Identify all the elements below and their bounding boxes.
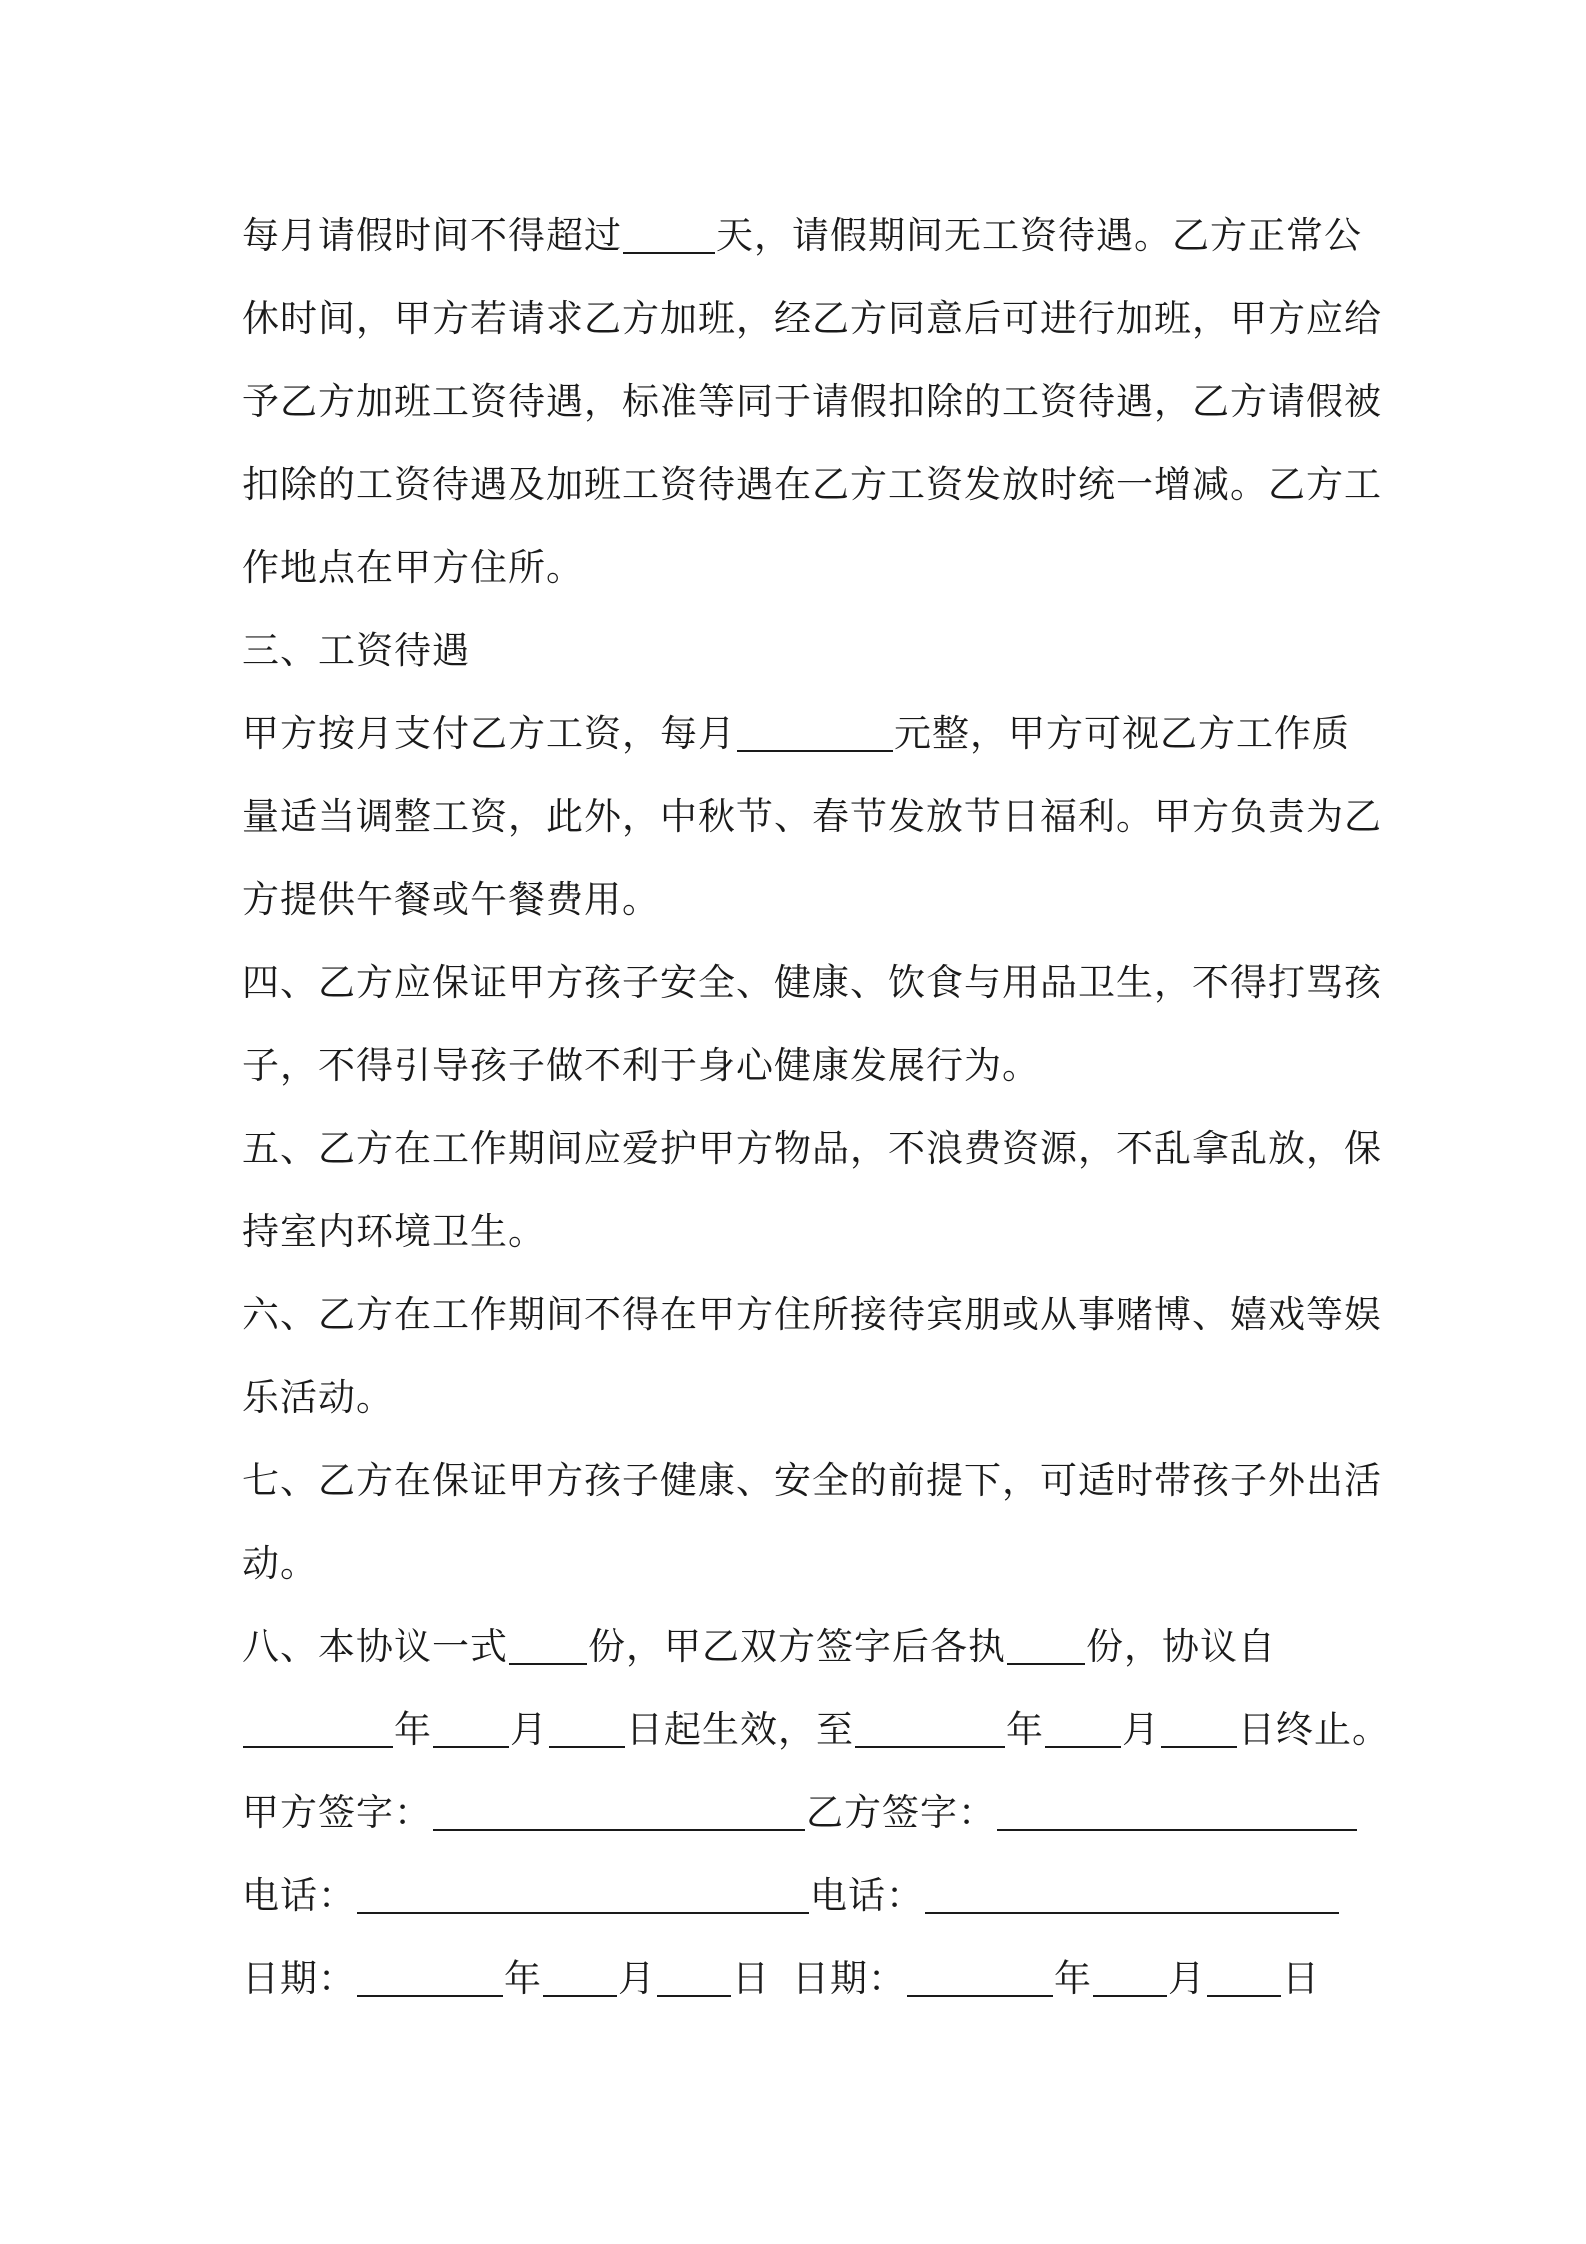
text: 每月请假时间不得超过	[242, 214, 622, 257]
text: 年	[1054, 1957, 1092, 2000]
phone-line	[242, 1854, 1362, 1937]
leave-clause-line-5: 作地点在甲方住所。	[242, 546, 584, 589]
start-year-blank[interactable]	[243, 1712, 393, 1748]
end-day-blank[interactable]	[1161, 1712, 1237, 1748]
end-month-blank[interactable]	[1045, 1712, 1121, 1748]
clause-6-line-1: 六、乙方在工作期间不得在甲方住所接待宾朋或从事赌博、嬉戏等娱	[242, 1293, 1382, 1336]
text: 年	[394, 1708, 432, 1751]
wage-clause-line-3: 方提供午餐或午餐费用。	[242, 878, 660, 921]
end-year-blank[interactable]	[855, 1712, 1005, 1748]
leave-clause-line-2: 休时间，甲方若请求乙方加班，经乙方同意后可进行加班，甲方应给	[242, 297, 1382, 340]
signature-line	[242, 1771, 1362, 1854]
text: 份，甲乙双方签字后各执	[588, 1625, 1006, 1668]
text: 月	[1122, 1708, 1160, 1751]
party-b-day-field[interactable]	[1207, 1961, 1281, 1997]
party-b-phone-field[interactable]	[925, 1878, 1339, 1914]
party-a-month-field[interactable]	[543, 1961, 617, 1997]
party-b-phone-label: 电话：	[810, 1874, 924, 1917]
text: 天，请假期间无工资待遇。乙方正常公	[716, 214, 1362, 257]
text: 甲方按月支付乙方工资，每月	[242, 712, 736, 755]
leave-clause-line-4: 扣除的工资待遇及加班工资待遇在乙方工资发放时统一增减。乙方工	[242, 463, 1382, 506]
clause-7-line-2: 动。	[242, 1542, 318, 1585]
text: 八、本协议一式	[242, 1625, 508, 1668]
party-b-year-field[interactable]	[907, 1961, 1053, 1997]
clause-8-line-1	[242, 1605, 1362, 1688]
text: 元整，甲方可视乙方工作质	[894, 712, 1350, 755]
section-heading-wages: 三、工资待遇	[242, 629, 470, 672]
leave-clause-line-1	[242, 194, 1362, 277]
text: 日	[1282, 1957, 1320, 2000]
party-a-sign-label: 甲方签字：	[242, 1791, 432, 1834]
leave-days-blank[interactable]	[623, 218, 715, 254]
party-a-year-field[interactable]	[357, 1961, 503, 1997]
text: 日起生效，至	[626, 1708, 854, 1751]
contract-body	[242, 194, 1390, 2020]
monthly-wage-blank[interactable]	[737, 716, 893, 752]
party-a-phone-field[interactable]	[357, 1878, 809, 1914]
clause-7-line-1: 七、乙方在保证甲方孩子健康、安全的前提下，可适时带孩子外出活	[242, 1459, 1382, 1502]
clause-4-line-1: 四、乙方应保证甲方孩子安全、健康、饮食与用品卫生，不得打骂孩	[242, 961, 1382, 1004]
party-b-sign-label: 乙方签字：	[806, 1791, 996, 1834]
clause-8-line-2	[242, 1688, 1390, 1771]
text: 份，协议自	[1086, 1625, 1276, 1668]
clause-6-line-2: 乐活动。	[242, 1376, 394, 1419]
text: 日终止。	[1238, 1708, 1390, 1751]
party-a-date-label: 日期：	[242, 1957, 356, 2000]
text: 日	[732, 1957, 770, 2000]
start-month-blank[interactable]	[433, 1712, 509, 1748]
party-b-date-label: 日期：	[792, 1957, 906, 2000]
party-a-signature-field[interactable]	[433, 1795, 805, 1831]
party-b-signature-field[interactable]	[997, 1795, 1357, 1831]
text: 月	[618, 1957, 656, 2000]
text: 月	[510, 1708, 548, 1751]
party-a-phone-label: 电话：	[242, 1874, 356, 1917]
clause-5-line-2: 持室内环境卫生。	[242, 1210, 546, 1253]
text: 年	[1006, 1708, 1044, 1751]
clause-4-line-2: 子，不得引导孩子做不利于身心健康发展行为。	[242, 1044, 1040, 1087]
copies-each-blank[interactable]	[1007, 1629, 1085, 1665]
leave-clause-line-3: 予乙方加班工资待遇，标准等同于请假扣除的工资待遇，乙方请假被	[242, 380, 1382, 423]
wage-clause-line-2: 量适当调整工资，此外，中秋节、春节发放节日福利。甲方负责为乙	[242, 795, 1382, 838]
date-line	[242, 1937, 1362, 2020]
copies-total-blank[interactable]	[509, 1629, 587, 1665]
text: 月	[1168, 1957, 1206, 2000]
party-b-month-field[interactable]	[1093, 1961, 1167, 1997]
text: 年	[504, 1957, 542, 2000]
start-day-blank[interactable]	[549, 1712, 625, 1748]
wage-clause-line-1	[242, 692, 1362, 775]
clause-5-line-1: 五、乙方在工作期间应爱护甲方物品，不浪费资源，不乱拿乱放，保	[242, 1127, 1382, 1170]
party-a-day-field[interactable]	[657, 1961, 731, 1997]
